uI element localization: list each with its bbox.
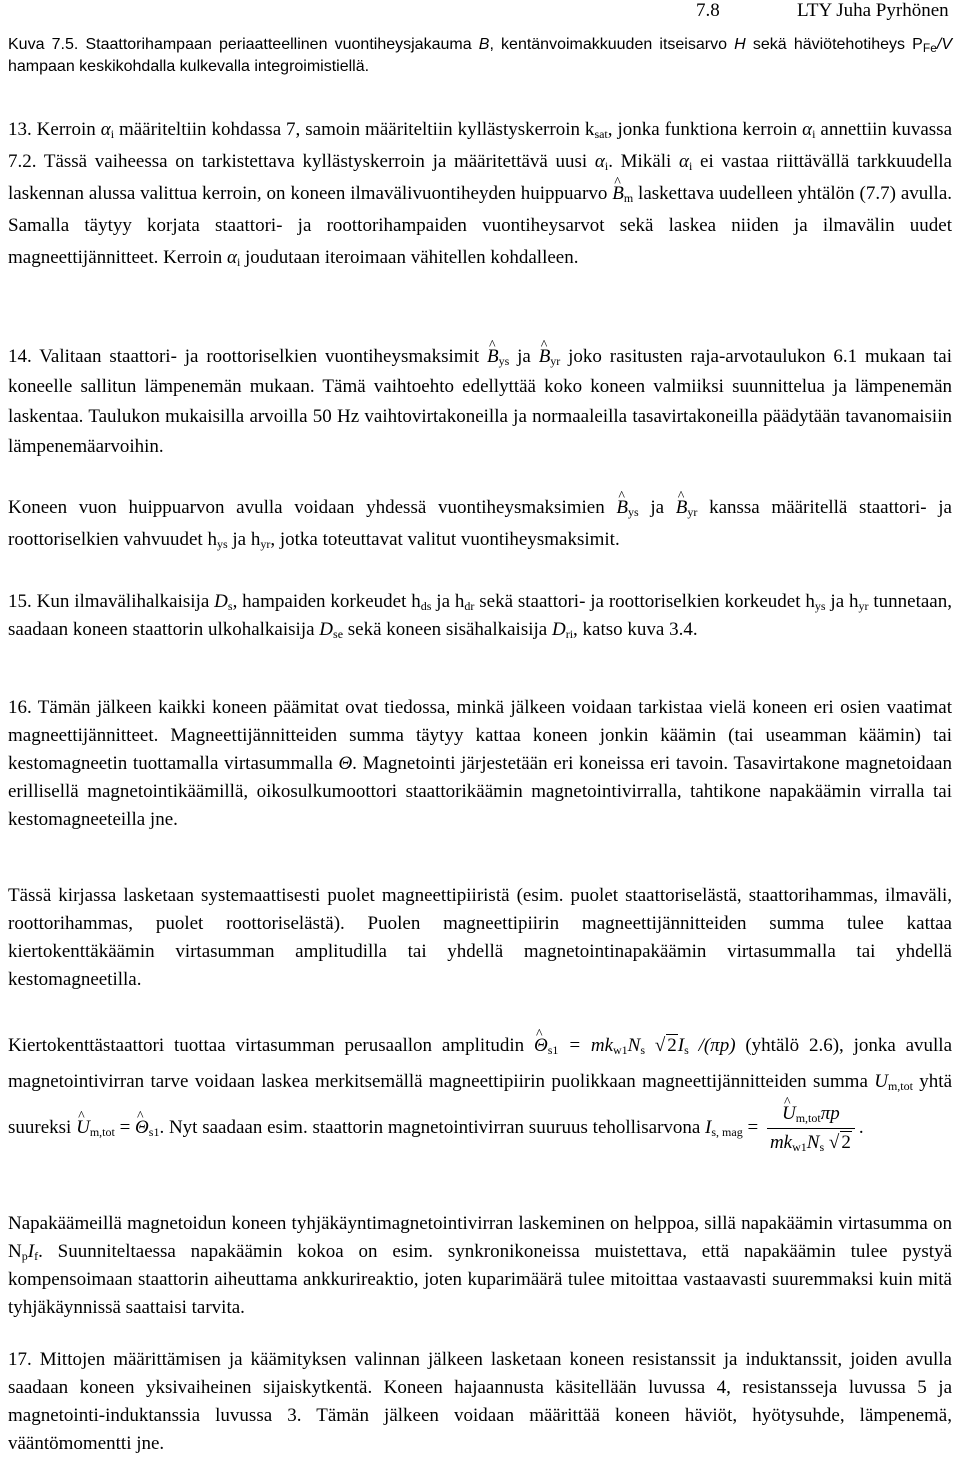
page-number: 7.8	[696, 0, 720, 21]
figure-caption: Kuva 7.5. Staattorihampaan periaatteellinen vuontiheysjakauma B, kentänvoimakkuuden itseisarvo H sekä häviötehotiheys $P_{Fe}/V$ hampaan keskikohdalla kulkevalla integroimistiellä.	[8, 36, 952, 75]
magnetizing-current-fraction: ^ $\frac{U_{m,tot}\pi p}{mk_{w1}N_s √ 2}$	[767, 1100, 855, 1157]
paragraph-14: 14. Valitaan staattori- ja roottoriselkien vuontiheysmaksimit ^ $B_{ys}$ ja ^ $B_{yr}$ joko rasitusten raja-arvotaulukon 6.1 mukaan tai koneelle sallitun lämpenemän mukaan. Tämä vaihtoehto edellyttää koko koneen valmiiksi suunnittelua ja lämpenemän laskentaa. Taulukon mukaisilla arvoilla 50 Hz vaihtovirtakoneilla ja normaaleilla tasavirtakoneilla päädytään tavanomaisiin lämpenemäarvoihin.	[8, 342, 952, 462]
paragraph-mmf: Kiertokenttästaattori tuottaa virtasumman perusaallon amplitudin ^ $\Theta_{s1} = mk_{w1}N_s$ √ $2I_s$ /(πp) (yhtälö 2.6), jonka avulla magnetointivirran tarve voidaan laskea merkitsemällä magneettipiirin puolikkaan magneettijännitteiden summa $U_{m,tot}$ yhtä suureksi ^ $U_{m,tot}$ = ^ $\Theta_{s1}$. Nyt saadaan esim. staattorin magnetointivirran suuruus tehollisarvona $I_{s, mag}$ = ^ $\frac{U_{m,tot}\pi p}{mk_{w1}N_s √ 2}$ .	[8, 1028, 952, 1157]
paragraph-15: 15. Kun ilmavälihalkaisija $D_s$, hampaiden korkeudet $h_{ds}$ ja $h_{dr}$ sekä staattori- ja roottoriselkien korkeudet $h_{ys}$ ja $h_{yr}$ tunnetaan, saadaan koneen staattorin ulkohalkaisija $D_{se}$ sekä koneen sisähalkaisija $D_{ri}$, katso kuva 3.4.	[8, 591, 952, 641]
paragraph-16: 16. Tämän jälkeen kaikki koneen päämitat ovat tiedossa, minkä jälkeen voidaan tarkistaa vielä koneen eri osien vaatimat magneettijännitteet. Magneettijännitteiden summa täytyy kattaa koneen jonkin käämin (tai useamman käämin) tai kestomagneetin tuottamalla virtasummalla Θ. Magnetointi järjestetään eri koneissa eri tavoin. Tasavirtakone magnetoidaan erillisellä magnetointikäämillä, oikosulkumoottori staattorikäämin magnetointivirralla, tahtikone napakäämin virralla tai kestomagneeteilla jne.	[8, 697, 952, 830]
paragraph-pole-winding: Napakäämeillä magnetoidun koneen tyhjäkäyntimagnetointivirran laskeminen on helppoa, sillä napakäämin virtasumma on $N_pI_f$. Suunniteltaessa napakäämin kokoa on esim. synkronikoneissa muistettava, että napakäämin tulee pystyä kompensoimaan staattorin aiheuttama ankkurireaktio, joten kuparimäärä tulee mitoittaa vastaavasti suuremmaksi kuin mitä tyhjäkäynnissä saattaisi tarvita.	[8, 1213, 952, 1318]
b-hat-symbol: ^ B	[612, 178, 624, 210]
paragraph-17: 17. Mittojen määrittämisen ja käämityksen valinnan jälkeen lasketaan koneen resistanssit ja induktanssit, joiden avulla saadaan koneen yksivaiheinen sijaiskytkentä. Koneen hajaannusta käsitellään luvussa 4, resistansseja luvussa 5 ja magnetointi-induktanssia luvussa 3. Tämän jälkeen voidaan määrittää koneen häviöt, hyötysuhde, lämpenemä, vääntömomentti jne.	[8, 1349, 952, 1454]
paragraph-half-circuit: Tässä kirjassa lasketaan systemaattisesti puolet magneettipiiristä (esim. puolet staattoriselästä, staattorihammas, ilmaväli, roottorihammas, puolet roottoriselästä). Puolen magneettipiirin magneettijännitteiden summa tulee kattaa kiertokenttäkäämin virtasumman amplitudilla tai yhdellä magnetointinapakäämin virtasummalla tai yhdellä kestomagneetilla.	[8, 885, 952, 990]
theta-hat-symbol: ^ Θ	[534, 1028, 548, 1064]
paragraph-13: 13. Kerroin $\alpha_i$ määriteltiin kohdassa 7, samoin määriteltiin kyllästyskerroin $k_{sat}$, jonka funktiona kerroin $\alpha_i$ annettiin kuvassa 7.2. Tässä vaiheessa on tarkistettava kyllästyskerroin ja määritettävä uusi $\alpha_i$. Mikäli $\alpha_i$ ei vastaa riittävällä tarkkuudella laskennan alussa valittua kerroin, on koneen ilmavälivuontiheyden huippuarvo ^ $B_m$ laskettava uudelleen yhtälön (7.7) avulla. Samalla täytyy korjata staattori- ja roottorihampaiden vuontiheysarvot sekä laskea niiden ja ilmavälin uudet magneettijännitteet. Kerroin $\alpha_i$ joudutaan iteroimaan vähitellen kohdalleen.	[8, 114, 952, 274]
page-header	[0, 0, 960, 22]
header-author: LTY Juha Pyrhönen	[797, 0, 949, 21]
paragraph-yoke: Koneen vuon huippuarvon avulla voidaan yhdessä vuontiheysmaksimien ^ $B_{ys}$ ja ^ $B_{yr}$ kanssa määritellä staattori- ja roottoriselkien vahvuudet $h_{ys}$ ja $h_{yr}$, jotka toteuttavat valitut vuontiheysmaksimit.	[8, 492, 952, 556]
